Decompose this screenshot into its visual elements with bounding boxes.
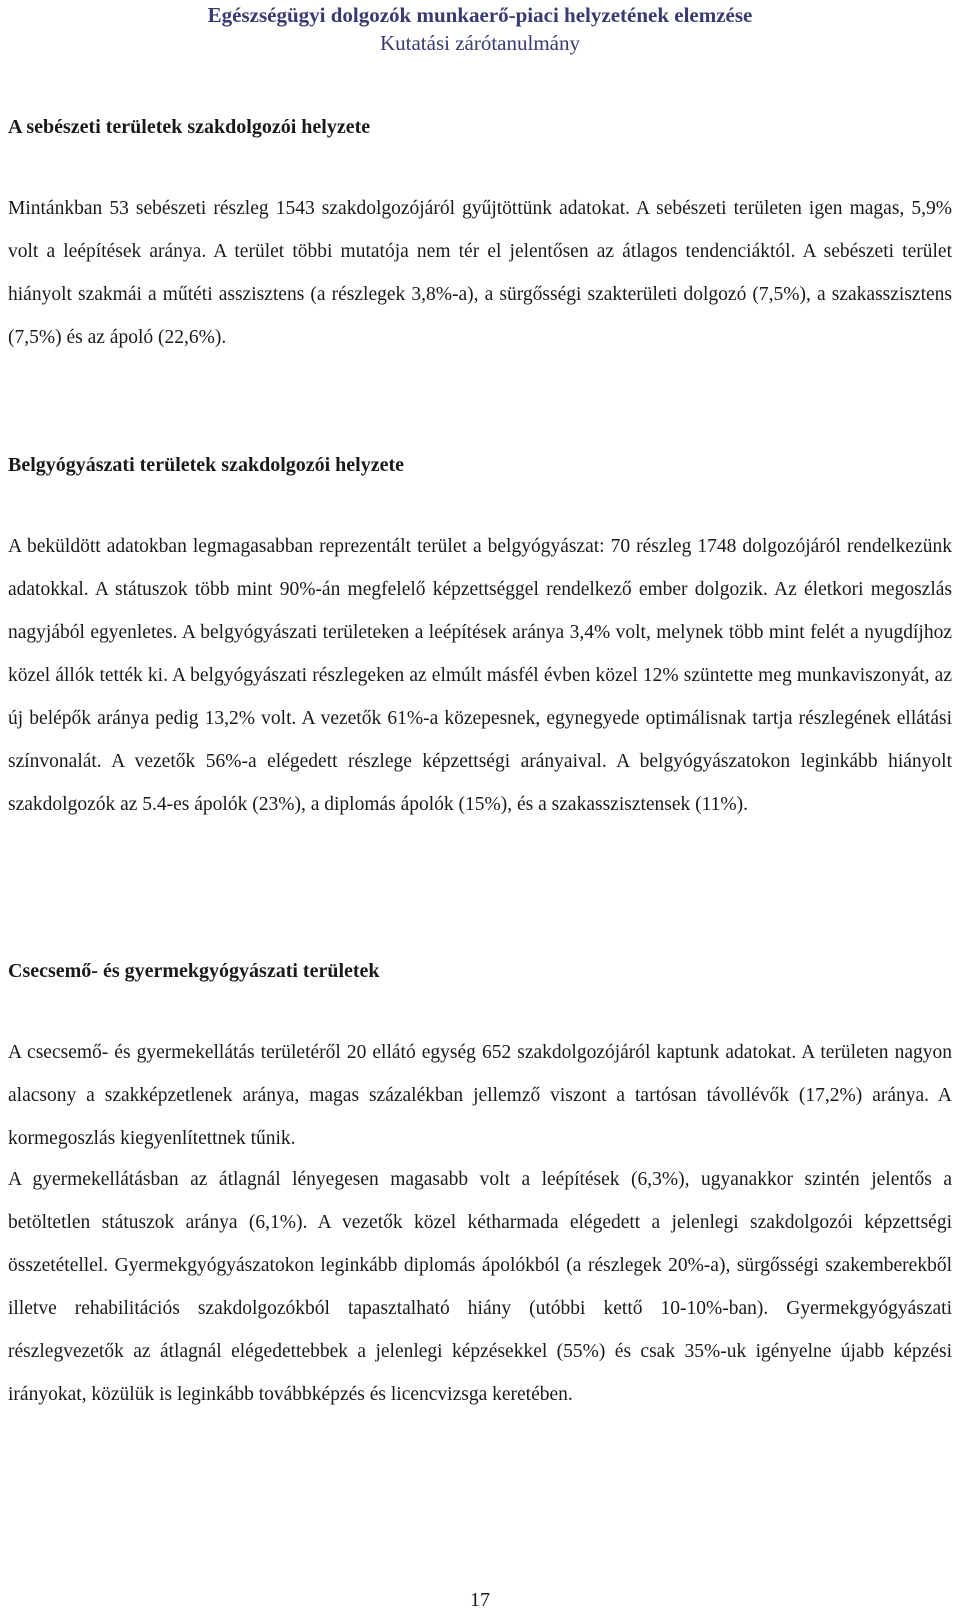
page-number: 17 bbox=[470, 1589, 490, 1611]
section-heading-surgical: A sebészeti területek szakdolgozói helyzete bbox=[8, 116, 371, 138]
paragraph-surgical: Mintánkban 53 sebészeti részleg 1543 szakdolgozójáról gyűjtöttünk adatokat. A sebészeti területen igen magas, 5,9% volt a leépítések aránya. A terület többi mutatója nem tér el jelentősen az átlagos tendenciáktól. A sebészeti terület hiányolt szakmái a műtéti asszisztens (a részlegek 3,8%-a), a sürgősségi szakterületi dolgozó (7,5%), a szakasszisztens (7,5%) és az ápoló (22,6%). bbox=[8, 198, 952, 348]
paragraph-internal-medicine: A beküldött adatokban legmagasabban reprezentált terület a belgyógyászat: 70 részleg 1748 dolgozójáról rendelkezünk adatokkal. A státuszok több mint 90%-án megfelelő képzettséggel rendelkező ember dolgozik. Az életkori megoszlás nagyjából egyenletes. A belgyógyászati területeken a leépítések aránya 3,4% volt, melynek több mint felét a nyugdíjhoz közel állók tették ki. A belgyógyászati részlegeken az elmúlt másfél évben közel 12% szüntette meg munkaviszonyát, az új belépők aránya pedig 13,2% volt. A vezetők 61%-a közepesnek, egynegyede optimálisnak tartja részlegének ellátási színvonalát. A vezetők 56%-a elégedett részlege képzettségi arányaival. A belgyógyászatokon leginkább hiányolt szakdolgozók az 5.4-es ápolók (23%), a diplomás ápolók (15%), és a szakasszisztensek (11%). bbox=[8, 536, 952, 815]
paragraph-pediatrics-1: A csecsemő- és gyermekellátás területéről 20 ellátó egység 652 szakdolgozójáról kaptunk adatokat. A területen nagyon alacsony a szakképzetlenek aránya, magas százalékban jellemző viszont a tartósan távollévők (17,2%) aránya. A kormegoszlás kiegyenlítettnek tűnik. bbox=[8, 1042, 952, 1149]
section-heading-internal-medicine: Belgyógyászati területek szakdolgozói helyzete bbox=[8, 454, 405, 476]
paragraph-pediatrics-2: A gyermekellátásban az átlagnál lényegesen magasabb volt a leépítések (6,3%), ugyanakkor szintén jelentős a betöltetlen státuszok aránya (6,1%). A vezetők közel kétharmada elégedett a jelenlegi szakdolgozói képzettségi összetétellel. Gyermekgyógyászatokon leginkább diplomás ápolókból (a részlegek 20%-a), sürgősségi szakemberekből illetve rehabilitációs szakdolgozókból tapasztalható hiány (utóbbi kettő 10-10%-ban). Gyermekgyógyászati részlegvezetők az átlagnál elégedettebbek a jelenlegi képzésekkel (55%) és csak 35%-uk igényelne újabb képzési irányokat, közülük is leginkább továbbképzés és licencvizsga keretében. bbox=[8, 1169, 952, 1405]
document-title: Egészségügyi dolgozók munkaerő-piaci helyzetének elemzése bbox=[207, 3, 753, 27]
document-subtitle: Kutatási zárótanulmány bbox=[379, 31, 580, 55]
section-heading-pediatrics: Csecsemő- és gyermekgyógyászati területek bbox=[8, 960, 380, 982]
